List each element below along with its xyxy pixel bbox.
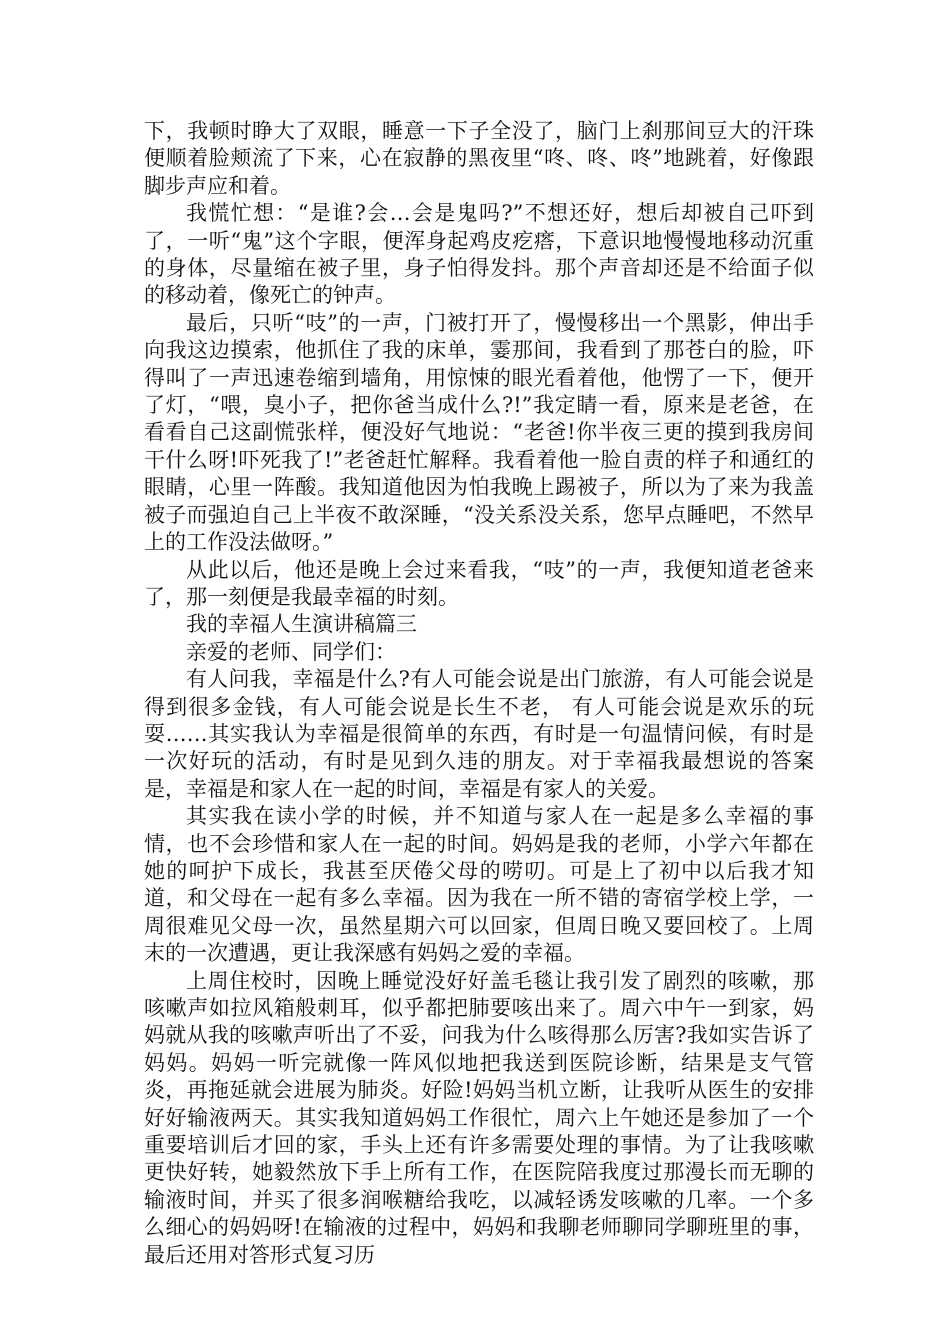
section-title: 我的幸福人生演讲稿篇三 (186, 612, 417, 637)
paragraph: 下，我顿时睁大了双眼，睡意一下子全没了，脑门上刹那间豆大的汗珠便顺着脸颊流了下来，心在寂静的黑夜里“咚、咚、咚”地跳着，好像跟脚步声应和着。 (144, 119, 814, 198)
paragraph: 其实我在读小学的时候，并不知道与家人在一起是多么幸福的事情，也不会珍惜和家人在一起的时间。妈妈是我的老师，小学六年都在她的呵护下成长，我甚至厌倦父母的唠叨。可是上了初中以后我才知道，和父母在一起有多么幸福。因为我在一所不错的寄宿学校上学，一周很难见父母一次，虽然星期六可以回家，但周日晚又要回校了。上周末的一次遭遇，更让我深感有妈妈之爱的幸福。 (144, 804, 814, 966)
paragraph: 从此以后，他还是晚上会过来看我，“吱”的一声，我便知道老爸来了，那一刻便是我最幸福的时刻。 (144, 557, 814, 609)
salutation: 亲爱的老师、同学们： (186, 639, 396, 664)
paragraph: 最后，只听“吱”的一声，门被打开了，慢慢移出一个黑影，伸出手向我这边摸索，他抓住了我的床单，霎那间，我看到了那苍白的脸，吓得叫了一声迅速卷缩到墙角，用惊悚的眼光看着他，他愣了一下，便开了灯，“喂，臭小子，把你爸当成什么?!”我定睛一看，原来是老爸，在看看自己这副慌张样，便没好气地说：“老爸!你半夜三更的摸到我房间干什么呀!吓死我了!”老爸赶忙解释。我看着他一脸自责的样子和通红的眼睛，心里一阵酸。我知道他因为怕我晚上踢被子，所以为了来为我盖被子而强迫自己上半夜不敢深睡，“没关系没关系，您早点睡吧，不然早上的工作没法做呀。” (144, 310, 814, 555)
document-page (144, 118, 814, 1269)
paragraph: 有人问我，幸福是什么?有人可能会说是出门旅游，有人可能会说是得到很多金钱，有人可能会说是长生不老， 有人可能会说是欢乐的玩耍……其实我认为幸福是很简单的东西，有时是一句温情问候，有时是一次好玩的活动，有时是见到久违的朋友。对于幸福我最想说的答案是，幸福是和家人在一起的时间，幸福是有家人的关爱。 (144, 667, 814, 801)
paragraph: 我慌忙想：“是谁?会…会是鬼吗?”不想还好，想后却被自己吓到了，一听“鬼”这个字眼，便浑身起鸡皮疙瘩，下意识地慢慢地移动沉重的身体，尽量缩在被子里，身子怕得发抖。那个声音却还是不给面子似的移动着，像死亡的钟声。 (144, 201, 814, 308)
paragraph: 上周住校时，因晚上睡觉没好好盖毛毯让我引发了剧烈的咳嗽，那咳嗽声如拉风箱般刺耳，似乎都把肺要咳出来了。周六中午一到家，妈妈就从我的咳嗽声听出了不妥，问我为什么咳得那么厉害?我如实告诉了妈妈。妈妈一听完就像一阵风似地把我送到医院诊断，结果是支气管炎，再拖延就会进展为肺炎。好险!妈妈当机立断，让我听从医生的安排好好输液两天。其实我知道妈妈工作很忙，周六上午她还是参加了一个重要培训后才回的家，手头上还有许多需要处理的事情。为了让我咳嗽更快好转，她毅然放下手上所有工作，在医院陪我度过那漫长而无聊的输液时间，并买了很多润喉糖给我吃，以减轻诱发咳嗽的几率。一个多么细心的妈妈呀!在输液的过程中，妈妈和我聊老师聊同学聊班里的事，最后还用对答形式复习历 (144, 968, 814, 1267)
